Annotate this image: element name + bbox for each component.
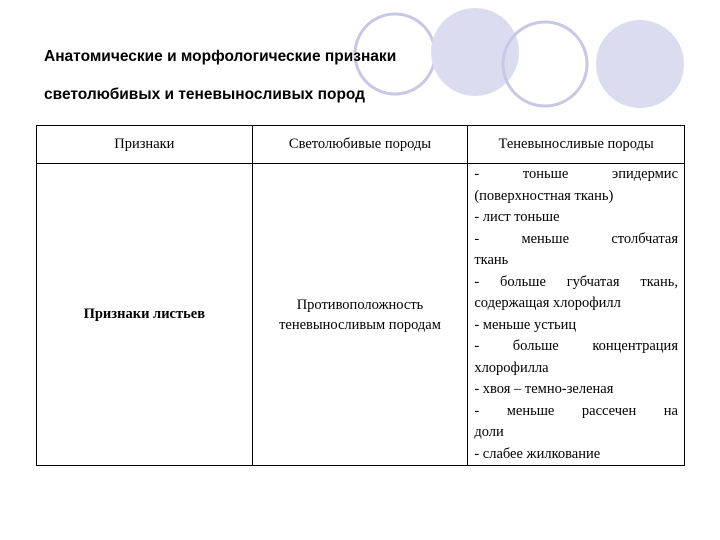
cell-line: - лист тоньше <box>474 209 560 225</box>
cell-line: хлорофилла <box>474 359 549 376</box>
cell-line: - тоньше эпидермис <box>474 166 678 182</box>
decor-circle <box>431 8 519 96</box>
cell-line: теневыносливым породам <box>279 316 441 333</box>
decor-circle <box>596 20 684 108</box>
cell-line: - меньше столбчатая <box>474 230 678 247</box>
cell-line: - больше концентрация <box>474 338 678 354</box>
header-cell: Признаки <box>37 126 253 164</box>
decor-circle <box>503 22 587 106</box>
light-tolerant-cell <box>252 164 468 466</box>
cell-line: - больше губчатая ткань, <box>474 273 678 290</box>
title-line: светолюбивых и теневыносливых пород <box>44 86 366 103</box>
table-row <box>37 164 685 466</box>
title-line: Анатомические и морфологические признаки <box>44 48 397 65</box>
cell-line: - меньше рассечен на <box>474 402 678 419</box>
cell-line: содержащая хлорофилл <box>474 295 621 311</box>
cell-line: доли <box>474 424 504 440</box>
page-title <box>44 38 396 114</box>
row-name-cell: Признаки листьев <box>37 164 253 466</box>
shade-tolerant-cell <box>468 164 685 466</box>
traits-table <box>36 125 685 466</box>
cell-line: - меньше устьиц <box>474 316 577 333</box>
cell-line: ткань <box>474 252 509 268</box>
cell-line: (поверхностная ткань) <box>474 187 614 204</box>
cell-line: Противоположность <box>296 296 424 313</box>
cell-line: - слабее жилкование <box>474 445 601 462</box>
header-cell: Светолюбивые породы <box>252 126 468 164</box>
cell-line: - хвоя – темно-зеленая <box>474 381 614 397</box>
header-cell: Теневыносливые породы <box>468 126 685 164</box>
header-row <box>37 126 685 164</box>
